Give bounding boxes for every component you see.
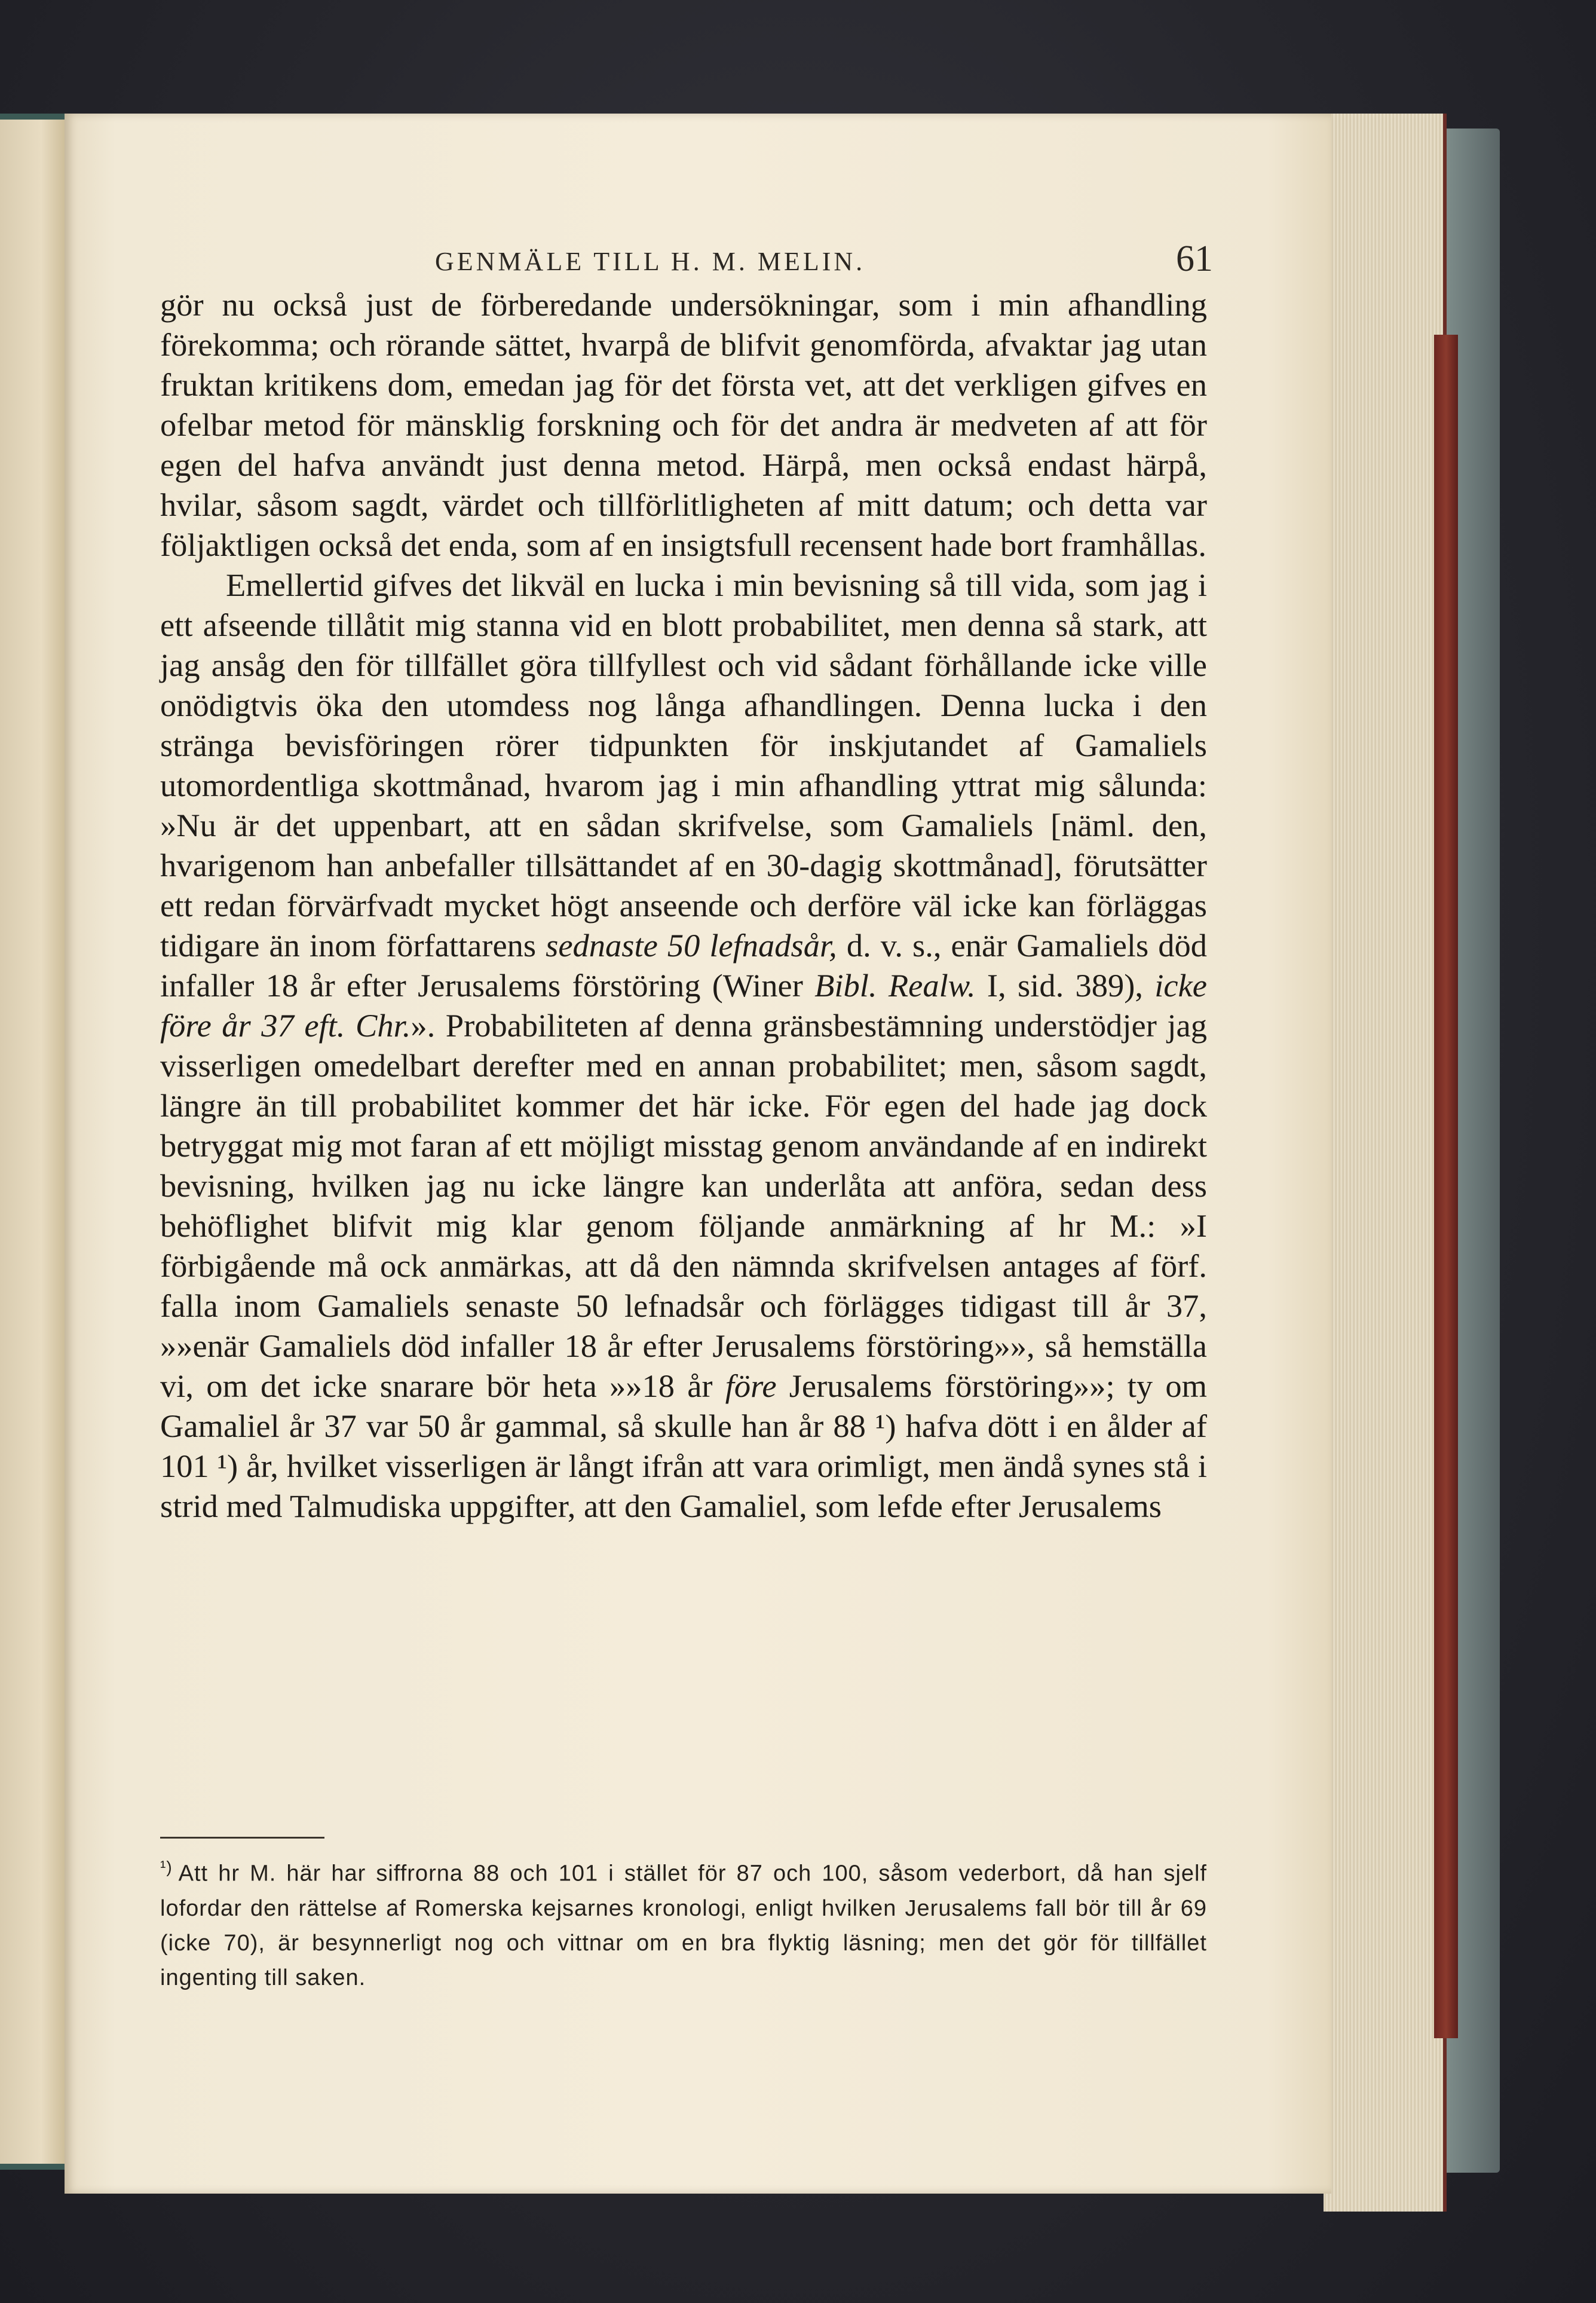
body-text <box>160 285 1207 1526</box>
paragraph-2-text-d: ». Probabiliteten af denna gränsbestämning understödjer jag visserligen omedelbart derefter med en annan probabilitet; men, såsom sagdt, längre än till probabilitet kommer det här icke. För egen del hade jag dock betryggat mig mot faran af ett möjligt misstag genom användande af en indirekt bevisning, hvilken jag nu icke längre kan underlåta att anföra, sedan dess behöflighet blifvit mig klar genom följande anmärkning af hr M.: »I förbigående må ock anmärkas, att då den nämnda skrifvelsen antages af förf. falla inom Gamaliels senaste 50 lefnadsår och förlägges tidigast till år 37, »»enär Gamaliels död infaller 18 år efter Jerusalems förstöring»», så hemställa vi, om det icke snarare bör heta »»18 år <box>160 1007 1207 1404</box>
paragraph-2-text-b: d. v. s., enär Gamaliels död infaller 18 år efter Jerusalems förstöring (Winer <box>160 927 1208 1004</box>
footnote-text: Att hr M. här har siffrorna 88 och 101 i stället för 87 och 100, såsom vederbort, då han sjelf lofordar den rättelse af Romerska kejsarnes kronologi, enligt hvilken Jerusalems fall bör till år 69 (icke 70), är besynnerligt nog och vittnar om en bra flyktig läsning; men det gör för tillfället ingenting till saken. <box>160 1861 1207 1990</box>
italic-phrase-1: sednaste 50 lefnadsår, <box>546 927 837 964</box>
paragraph-2-text-e: Jerusalems förstöring»»; ty om Gamaliel år 37 var 50 år gammal, så skulle han år 88 ¹) hafva dött i en ålder af 101 ¹) år, hvilket visserligen är långt ifrån att vara orimligt, men ändå synes stå i strid med Talmudiska uppgifter, att den Gamaliel, som lefde efter Jerusalems <box>160 1368 1207 1524</box>
book-edge-red <box>1434 335 1458 2038</box>
book-page <box>65 114 1331 2194</box>
paragraph-2-text-c: I, sid. 389), <box>975 967 1155 1004</box>
facing-page-edge <box>0 120 71 2164</box>
paragraph-1-text: gör nu också just de förberedande undersökningar, som i min afhandling förekomma; och rörande sättet, hvarpå de blifvit genomförda, afvaktar jag utan fruktan kritikens dom, emedan jag för det första vet, att det verkligen gifves en ofelbar metod för mänsklig forskning och för det andra är medveten af att för egen del hafva användt just denna metod. Härpå, men också endast härpå, hvilar, såsom sagdt, värdet och tillförlitligheten af mitt datum; och detta var följaktligen också det enda, som af en insigtsfull recensent hade bort framhållas. <box>160 286 1207 563</box>
footnote <box>160 1850 1207 1995</box>
italic-phrase-2: icke före år 37 eft. Chr. <box>160 967 1207 1044</box>
page-header <box>166 233 1213 287</box>
paragraph-1 <box>160 285 1207 565</box>
running-head: GENMÄLE TILL H. M. MELIN. <box>435 247 866 276</box>
paragraph-2-text-a: Emellertid gifves det likväl en lucka i min bevisning så till vida, som jag i ett afseende tillåtit mig stanna vid en blott probabilitet, men denna så stark, att jag ansåg den för tillfället göra tillfyllest och vid sådant förhållande icke ville onödigtvis öka den utomdess nog långa afhandlingen. Denna lucka i den stränga bevisföringen rörer tidpunkten för inskjutandet af Gamaliels utomordentliga skottmånad, hvarom jag i min afhandling yttrat mig sålunda: »Nu är det uppenbart, att en sådan skrifvelse, som Gamaliels [näml. den, hvarigenom han anbefaller tillsättandet af en 30-dagig skottmånad], förutsätter ett redan förvärfvadt mycket högt anseende och derföre väl icke kan förläggas tidigare än inom författarens <box>160 567 1207 964</box>
italic-reference: Bibl. Realw. <box>814 967 976 1004</box>
footnote-marker: ¹) <box>160 1858 173 1876</box>
page-number: 61 <box>1176 238 1213 279</box>
footnote-rule <box>160 1837 324 1839</box>
italic-phrase-3: före <box>725 1368 777 1404</box>
page-stack-edges <box>1324 114 1447 2212</box>
paragraph-2 <box>160 565 1207 1526</box>
